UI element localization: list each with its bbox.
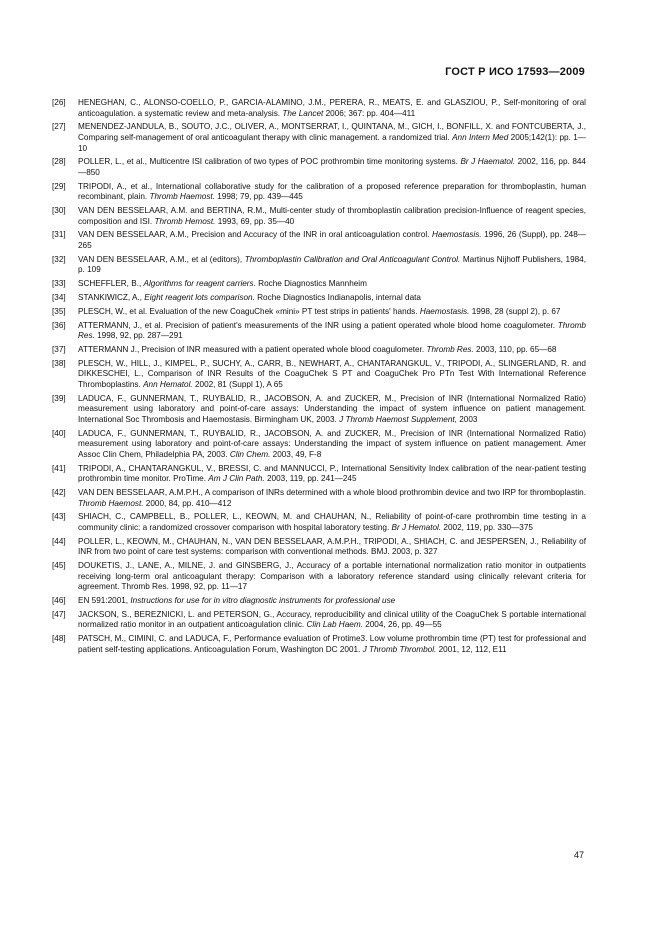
reference-segment: 1998; 79, pp. 439—445 xyxy=(214,192,303,202)
reference-italic-segment: Eight reagent lots comparison. xyxy=(144,293,255,302)
reference-item xyxy=(52,321,586,342)
reference-number: [39] xyxy=(52,393,66,403)
reference-italic-segment: Thromb Haemost. xyxy=(149,192,215,202)
reference-text xyxy=(78,206,586,227)
reference-item xyxy=(52,230,586,251)
reference-text xyxy=(78,610,586,631)
reference-italic-segment: J Thromb Haemost Supplement, xyxy=(339,414,457,424)
reference-item xyxy=(52,394,586,426)
reference-italic-segment: Br J Hematol. xyxy=(391,522,442,532)
reference-number: [44] xyxy=(52,536,66,546)
reference-text xyxy=(78,279,586,290)
reference-item xyxy=(52,293,586,304)
reference-number: [48] xyxy=(52,634,66,644)
reference-text xyxy=(78,122,586,154)
reference-italic-segment: Algorithms for reagent carriers. xyxy=(143,279,256,289)
reference-number: [30] xyxy=(52,206,66,216)
reference-italic-segment: Ann Intern Med xyxy=(452,132,509,142)
reference-item xyxy=(52,634,586,655)
reference-text xyxy=(78,488,586,509)
reference-segment: 2002, 119, pp. 330—375 xyxy=(441,522,533,532)
reference-item xyxy=(52,359,586,391)
reference-segment: 1998, 28 (suppl 2), p. 67 xyxy=(469,306,561,316)
reference-segment: 2003 xyxy=(456,414,478,424)
reference-segment: Martinus Nijhoff Publishers, 1984, p. 109 xyxy=(78,254,587,275)
reference-item xyxy=(52,255,586,276)
reference-item xyxy=(52,345,586,356)
reference-segment: SCHEFFLER, B., xyxy=(78,279,144,289)
reference-item xyxy=(52,596,586,607)
reference-text xyxy=(78,293,586,304)
reference-text xyxy=(78,596,586,607)
reference-item xyxy=(52,157,586,178)
reference-number: [40] xyxy=(52,428,66,438)
reference-text xyxy=(78,634,586,655)
reference-italic-segment: Clin Lab Haem. xyxy=(306,620,363,630)
reference-segment: 2003, 49, F-8 xyxy=(270,449,322,459)
page-number: 47 xyxy=(573,850,584,860)
reference-item xyxy=(52,429,586,461)
reference-segment: Roche Diagnostics Indianapolis, internal data xyxy=(254,293,421,302)
reference-segment: VAN DEN BESSELAAR, A.M., Precision and Accuracy of the INR in oral anticoagulation control. xyxy=(78,230,432,240)
reference-italic-segment: Ann Hematol. xyxy=(143,379,193,389)
reference-item xyxy=(52,182,586,203)
reference-segment: SHIACH, C., CAMPBELL, B., POLLER, L., KEOWN, M. and CHAUHAN, N., Reliability of point-of-care prothrombin time testing in a community clinic: a randomized crossover comparison with hospital laboratory testing. xyxy=(78,512,586,532)
reference-number: [38] xyxy=(52,358,66,368)
reference-item xyxy=(52,464,586,485)
document-standard-header: ГОСТ Р ИСО 17593—2009 xyxy=(445,66,585,78)
reference-item xyxy=(52,488,586,509)
reference-segment: 2002, 116, pp. 844—850 xyxy=(78,157,586,177)
reference-text xyxy=(78,321,586,342)
reference-italic-segment: Thromb Res. xyxy=(78,320,586,341)
reference-segment: LADUCA, F., GUNNERMAN, T., RUYBALID, R., JACOBSON, A. and ZUCKER, M., Precision of INR (International Normalized Ratio) measurement using laboratory and point-of-care assays: Understanding the impact of system influence on patient management. Amer Assoc Clin Chem, Philadelphia PA, 2003. xyxy=(78,428,586,459)
reference-segment: 1993, 69, pp. 35—40 xyxy=(215,216,295,226)
reference-number: [29] xyxy=(52,181,66,191)
reference-segment: 2000, 84, pp. 410—412 xyxy=(143,498,232,508)
reference-item xyxy=(52,98,586,119)
reference-segment: ATTERMANN, J., et al. Precision of patient's measurements of the INR using a patient operated whole blood home coagulometer. xyxy=(78,320,558,330)
reference-number: [27] xyxy=(52,122,66,132)
reference-item xyxy=(52,206,586,227)
reference-segment: JACKSON, S., BEREZNICKI, L. and PETERSON, G., Accuracy, reproducibility and clinical utility of the CoaguChek S portable international normalized ratio monitor in an outpatient anticoagulation clinic. xyxy=(78,609,586,630)
reference-text xyxy=(78,98,586,119)
reference-number: [46] xyxy=(52,596,66,606)
reference-segment: POLLER, L., et al., Multicentre ISI calibration of two types of POC prothrombin time monitoring systems. xyxy=(78,157,461,167)
reference-segment: TRIPODI, A., et al., International collaborative study for the calibration of a proposed reference preparation for thromboplastin, human recombinant, plain. xyxy=(78,181,586,202)
reference-segment: 2006; 367: pp. 404—411 xyxy=(323,108,416,118)
reference-item xyxy=(52,610,586,631)
reference-italic-segment: Thromb Hemost. xyxy=(154,216,216,226)
reference-italic-segment: Br J Haematol. xyxy=(460,157,516,167)
reference-segment: LADUCA, F., GUNNERMAN, T., RUYBALID, R., JACOBSON, A. and ZUCKER, M., Precision of INR (International Normalized Ratio) measurement using laboratory and point-of-care assays: Understanding the impact of system influence on patient management. International Soc Thrombosis and Haemostasis. Birmingham UK, 2003. xyxy=(78,393,586,424)
reference-segment: PLESCH, W., et al. Evaluation of the new CoaguChek «mini» PT test strips in patients' hands. xyxy=(78,306,420,316)
reference-text xyxy=(78,429,586,461)
reference-number: [26] xyxy=(52,98,66,107)
reference-text xyxy=(78,182,586,203)
reference-italic-segment: Instructions for use for in vitro diagnostic instruments for professional use xyxy=(130,596,396,606)
reference-segment: MENENDEZ-JANDULA, B., SOUTO, J.C., OLIVER, A., MONTSERRAT, I., QUINTANA, M., GICH, I., BONFILL, X. and FONTCUBERTA, J., Comparing self-management of oral anticoagulant therapy with clinic management. a randomized trial. xyxy=(78,122,586,142)
reference-segment: PATSCH, M., CIMINI, C. and LADUCA, F., Performance evaluation of Protime3. Low volume prothrombin time (PT) test for professional and patient self-testing applications. Anticoagulation Forum, Washington DC 2001. xyxy=(78,634,586,654)
reference-italic-segment: Thromb Haemost. xyxy=(78,498,144,508)
reference-segment: 2004, 26, pp. 49—55 xyxy=(362,620,442,630)
reference-segment: PLESCH, W., HILL, J., KIMPEL, P., SUCHY, A., CARR, B., NEWHART, A., CHANTARANGKUL, V., TRIPODI, A., SLINGERLAND, R. and DIKKESCHEI, L., Comparison of INR Results of the CoaguChek S PT and CoaguChek Pro PTn Test With International Reference Thromboplastins. xyxy=(78,358,586,389)
reference-number: [37] xyxy=(52,344,66,354)
reference-italic-segment: Clin Chem. xyxy=(229,449,271,459)
reference-text xyxy=(78,307,586,318)
reference-segment: STANKIWICZ, A., xyxy=(78,293,145,302)
reference-item xyxy=(52,122,586,154)
reference-segment: 2005;142(1): pp. 1—10 xyxy=(78,132,586,153)
reference-segment: 1996, 26 (Suppl), pp. 248—265 xyxy=(78,230,586,251)
reference-number: [43] xyxy=(52,512,66,522)
reference-segment: ATTERMANN J., Precision of INR measured with a patient operated whole blood coagulometer. xyxy=(78,344,427,354)
reference-segment: VAN DEN BESSELAAR, A.M., et al (editors), xyxy=(78,254,245,264)
reference-number: [28] xyxy=(52,157,66,167)
reference-text xyxy=(78,561,586,593)
reference-number: [36] xyxy=(52,320,66,330)
reference-number: [35] xyxy=(52,306,66,316)
reference-segment: 1998, 92, pp. 287—291 xyxy=(94,331,183,341)
reference-number: [31] xyxy=(52,230,66,240)
reference-segment: 2003, 110, pp. 65—68 xyxy=(473,344,557,354)
reference-segment: HENEGHAN, C., ALONSO-COELLO, P., GARCIA-ALAMINO, J.M., PERERA, R., MEATS, E. and GLASZIOU, P., Self-monitoring of oral anticoagulation. a systematic review and meta-analysis. xyxy=(78,98,586,118)
reference-number: [41] xyxy=(52,463,66,473)
reference-item xyxy=(52,307,586,318)
reference-italic-segment: The Lancet xyxy=(282,108,324,118)
reference-italic-segment: Haemostasis. xyxy=(419,306,470,316)
reference-text xyxy=(78,230,586,251)
reference-item xyxy=(52,512,586,533)
reference-segment: POLLER, L., KEOWN, M., CHAUHAN, N., VAN DEN BESSELAAR, A.M.P.H., TRIPODI, A., SHIACH, C. and JESPERSEN, J., Reliability of INR from two point of care test systems: comparison with conventional methods. BMJ. 2003, p. 327 xyxy=(78,536,586,557)
reference-segment: VAN DEN BESSELAAR, A.M.P.H., A comparison of INRs determined with a whole blood prothrombin device and two IRP for thromboplastin. xyxy=(78,488,586,497)
reference-item xyxy=(52,279,586,290)
reference-text xyxy=(78,537,586,558)
reference-list xyxy=(52,98,586,659)
reference-italic-segment: J Thromb Thrombol. xyxy=(362,644,437,654)
reference-segment: 2002, 81 (Suppl 1), A 65 xyxy=(192,379,283,389)
reference-number: [42] xyxy=(52,488,66,497)
reference-segment: TRIPODI, A., CHANTARANGKUL, V., BRESSI, C. and MANNUCCI, P., International Sensitivity Index calibration of the near-patient testing prothrombin time monitor. ProTime. xyxy=(78,463,586,484)
reference-segment: EN 591:2001, xyxy=(78,596,131,606)
reference-text xyxy=(78,394,586,426)
reference-item xyxy=(52,537,586,558)
reference-italic-segment: Thromboplastin Calibration and Oral Anticoagulant Control. xyxy=(244,254,461,264)
reference-segment: VAN DEN BESSELAAR, A.M. and BERTINA, R.M., Multi-center study of thromboplastin calibration precision-Influence of reagent species, composition and ISI. xyxy=(78,206,586,226)
reference-segment: 2003, 119, pp. 241—245 xyxy=(264,474,357,484)
reference-text xyxy=(78,464,586,485)
reference-text xyxy=(78,157,586,178)
reference-number: [33] xyxy=(52,279,66,289)
reference-segment: DOUKETIS, J., LANE, A., MILNE, J. and GINSBERG, J., Accuracy of a portable international normalization ratio monitor in outpatients receiving long-term oral anticoagulant therapy: Comparison with a laboratory reference standard using clinically relevant criteria for agreement. Thromb Res. 1998, 92, pp. 11—17 xyxy=(78,561,586,592)
reference-number: [34] xyxy=(52,293,66,302)
reference-italic-segment: Am J Clin Path. xyxy=(208,474,265,484)
reference-segment: 2001, 12, 112, E11 xyxy=(436,644,507,654)
reference-item xyxy=(52,561,586,593)
reference-italic-segment: Thromb Res. xyxy=(426,344,474,354)
reference-text xyxy=(78,255,586,276)
reference-text xyxy=(78,359,586,391)
reference-number: [32] xyxy=(52,254,66,264)
reference-segment: Roche Diagnostics Mannheim xyxy=(255,279,367,289)
reference-text xyxy=(78,345,586,356)
reference-number: [45] xyxy=(52,561,66,571)
reference-italic-segment: Haemostasis. xyxy=(432,230,482,240)
reference-text xyxy=(78,512,586,533)
reference-number: [47] xyxy=(52,609,66,619)
